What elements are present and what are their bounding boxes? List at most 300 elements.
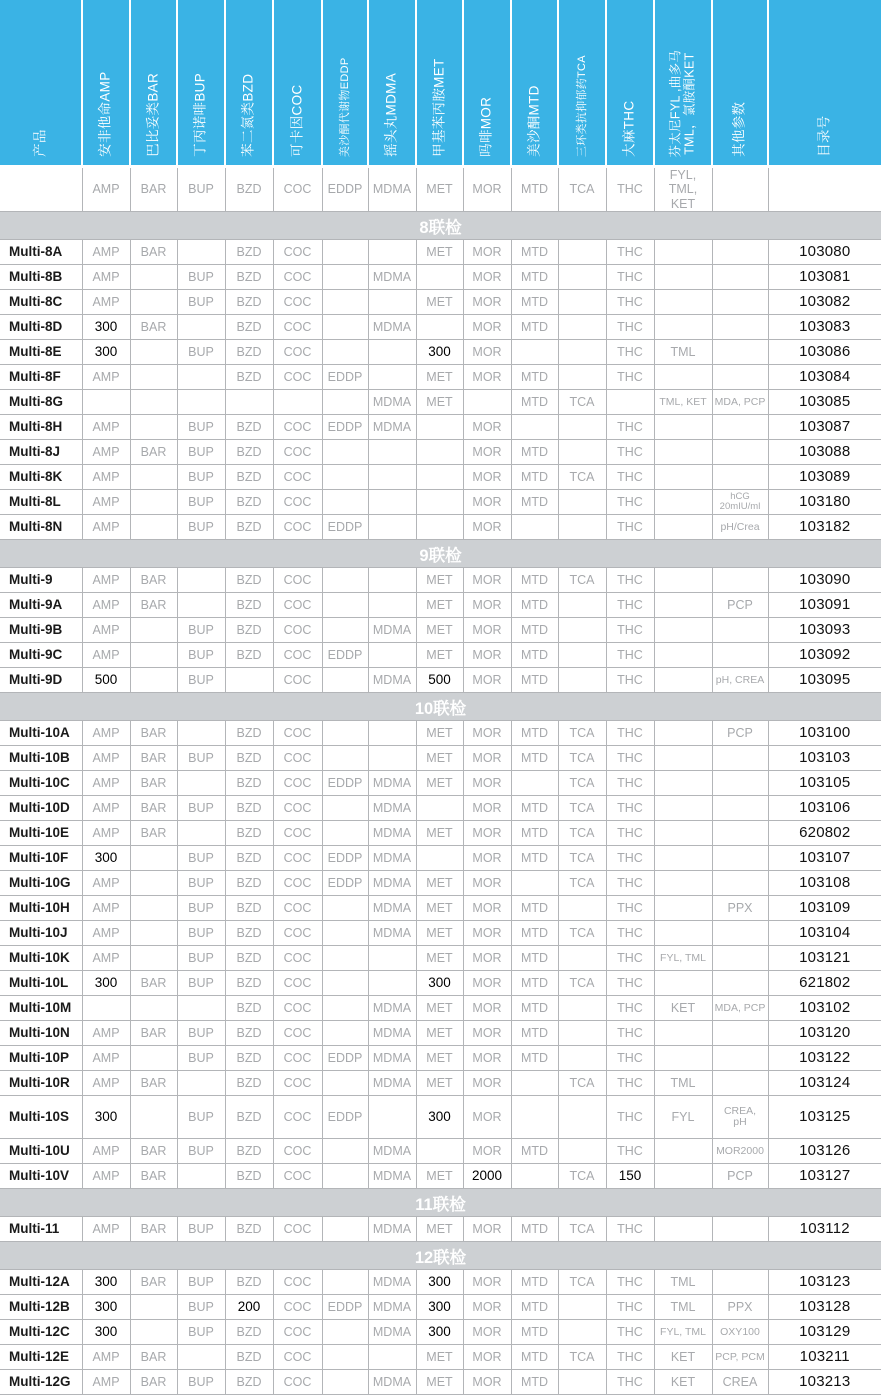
cell-AMP: 300 [82, 1295, 130, 1320]
cell-MDMA: MDMA [368, 1021, 416, 1046]
cell-EDDP [322, 721, 368, 746]
cell-other [712, 465, 768, 490]
product-name: Multi-10A [0, 721, 82, 746]
product-name: Multi-8J [0, 440, 82, 465]
cell-BZD: BZD [225, 1164, 273, 1189]
cell-BZD: BZD [225, 846, 273, 871]
cell-other [712, 340, 768, 365]
cell-MTD: MTD [511, 1295, 558, 1320]
cell-MDMA [368, 946, 416, 971]
cell-BUP: BUP [177, 1046, 225, 1071]
cell-other [712, 240, 768, 265]
cell-MDMA: MDMA [368, 415, 416, 440]
cell-MTD: MTD [511, 365, 558, 390]
cell-MOR: MOR [463, 265, 511, 290]
cell-TCA [558, 1096, 606, 1139]
catalog-number: 103082 [768, 290, 881, 315]
cell-EDDP [322, 971, 368, 996]
product-name: Multi-10G [0, 871, 82, 896]
cell-BUP: BUP [177, 1217, 225, 1242]
cell-EDDP [322, 568, 368, 593]
abbreviation-row [0, 167, 881, 212]
cell-THC: THC [606, 1370, 654, 1395]
cell-BUP: BUP [177, 265, 225, 290]
cell-MOR: MOR [463, 921, 511, 946]
product-name: Multi-10B [0, 746, 82, 771]
cell-MET: MET [416, 618, 463, 643]
abbr-BUP: BUP [177, 167, 225, 212]
table-row [0, 1370, 881, 1395]
cell-EDDP [322, 465, 368, 490]
cell-MDMA: MDMA [368, 618, 416, 643]
cell-BZD [225, 390, 273, 415]
cell-COC: COC [273, 846, 322, 871]
cell-FYL_TML_KET: KET [654, 996, 712, 1021]
cell-THC: THC [606, 440, 654, 465]
cell-MET: MET [416, 240, 463, 265]
cell-MET [416, 490, 463, 515]
cell-MDMA [368, 465, 416, 490]
cell-EDDP [322, 746, 368, 771]
cell-TCA [558, 593, 606, 618]
cell-BUP: BUP [177, 896, 225, 921]
cell-MOR: 2000 [463, 1164, 511, 1189]
cell-TCA [558, 996, 606, 1021]
table-row [0, 1320, 881, 1345]
cell-AMP: 500 [82, 668, 130, 693]
cell-MDMA [368, 1096, 416, 1139]
cell-MOR: MOR [463, 1021, 511, 1046]
product-name: Multi-8N [0, 515, 82, 540]
cell-EDDP [322, 1021, 368, 1046]
abbr-catalog [768, 167, 881, 212]
cell-MET: MET [416, 996, 463, 1021]
cell-other [712, 440, 768, 465]
cell-MDMA: MDMA [368, 771, 416, 796]
cell-MOR: MOR [463, 415, 511, 440]
cell-FYL_TML_KET: FYL, TML [654, 946, 712, 971]
cell-BUP: BUP [177, 1295, 225, 1320]
cell-EDDP [322, 1164, 368, 1189]
cell-BAR [130, 1295, 177, 1320]
cell-FYL_TML_KET: KET [654, 1370, 712, 1395]
cell-THC: THC [606, 365, 654, 390]
cell-THC: THC [606, 846, 654, 871]
abbr-product [0, 167, 82, 212]
catalog-number: 103107 [768, 846, 881, 871]
cell-AMP: AMP [82, 1217, 130, 1242]
cell-COC: COC [273, 1164, 322, 1189]
cell-BUP: BUP [177, 1139, 225, 1164]
cell-EDDP: EDDP [322, 1046, 368, 1071]
cell-BUP [177, 568, 225, 593]
cell-MTD [511, 1164, 558, 1189]
cell-MET: 300 [416, 1320, 463, 1345]
cell-MOR: MOR [463, 896, 511, 921]
cell-BUP: BUP [177, 643, 225, 668]
cell-TCA: TCA [558, 1270, 606, 1295]
cell-AMP: AMP [82, 1345, 130, 1370]
cell-FYL_TML_KET [654, 440, 712, 465]
cell-EDDP: EDDP [322, 515, 368, 540]
column-header-product [0, 0, 82, 167]
catalog-number: 103090 [768, 568, 881, 593]
cell-MOR: MOR [463, 846, 511, 871]
cell-MOR: MOR [463, 643, 511, 668]
cell-MOR: MOR [463, 618, 511, 643]
cell-FYL_TML_KET [654, 771, 712, 796]
cell-MOR: MOR [463, 946, 511, 971]
cell-MET: MET [416, 1345, 463, 1370]
cell-other: OXY100 [712, 1320, 768, 1345]
catalog-number: 103083 [768, 315, 881, 340]
catalog-number: 620802 [768, 821, 881, 846]
cell-MDMA: MDMA [368, 1295, 416, 1320]
cell-MTD: MTD [511, 593, 558, 618]
cell-BUP [177, 996, 225, 1021]
cell-BAR [130, 921, 177, 946]
catalog-number: 103213 [768, 1370, 881, 1395]
cell-FYL_TML_KET [654, 1217, 712, 1242]
cell-MDMA: MDMA [368, 996, 416, 1021]
cell-MOR: MOR [463, 240, 511, 265]
cell-MTD: MTD [511, 315, 558, 340]
cell-COC: COC [273, 746, 322, 771]
abbr-EDDP: EDDP [322, 167, 368, 212]
cell-EDDP: EDDP [322, 415, 368, 440]
catalog-number: 103122 [768, 1046, 881, 1071]
catalog-number: 103211 [768, 1345, 881, 1370]
section-title: 10联检 [0, 693, 881, 721]
cell-TCA [558, 490, 606, 515]
cell-BAR [130, 643, 177, 668]
cell-BUP: BUP [177, 1370, 225, 1395]
cell-EDDP [322, 821, 368, 846]
column-header-label: 丁丙诺啡BUP [192, 73, 208, 157]
cell-AMP: AMP [82, 721, 130, 746]
cell-other [712, 771, 768, 796]
cell-MDMA: MDMA [368, 796, 416, 821]
cell-COC: COC [273, 971, 322, 996]
cell-BAR: BAR [130, 1345, 177, 1370]
cell-BZD: BZD [225, 746, 273, 771]
cell-BUP: BUP [177, 618, 225, 643]
cell-FYL_TML_KET: TML, KET [654, 390, 712, 415]
cell-FYL_TML_KET [654, 1021, 712, 1046]
cell-MTD [511, 1096, 558, 1139]
table-row [0, 315, 881, 340]
cell-EDDP [322, 240, 368, 265]
cell-MOR: MOR [463, 746, 511, 771]
cell-EDDP [322, 796, 368, 821]
cell-TCA [558, 896, 606, 921]
cell-EDDP [322, 896, 368, 921]
table-row [0, 771, 881, 796]
table-row [0, 921, 881, 946]
product-name: Multi-9B [0, 618, 82, 643]
cell-MTD [511, 1071, 558, 1096]
cell-MET: 300 [416, 1096, 463, 1139]
cell-EDDP [322, 618, 368, 643]
cell-BZD: BZD [225, 415, 273, 440]
cell-BZD: BZD [225, 921, 273, 946]
column-header-label: 安非他命AMP [97, 71, 113, 157]
cell-TCA: TCA [558, 971, 606, 996]
cell-MTD [511, 515, 558, 540]
cell-BZD: BZD [225, 618, 273, 643]
cell-TCA [558, 340, 606, 365]
cell-other [712, 415, 768, 440]
cell-TCA [558, 415, 606, 440]
catalog-number: 103129 [768, 1320, 881, 1345]
abbr-FYL_TML_KET: FYL, TML, KET [654, 167, 712, 212]
section-band [0, 212, 881, 240]
column-header-label: 苯二氮类BZD [240, 73, 256, 157]
cell-COC: COC [273, 315, 322, 340]
table-row [0, 643, 881, 668]
table-row [0, 821, 881, 846]
cell-THC: THC [606, 643, 654, 668]
cell-other: PCP [712, 1164, 768, 1189]
cell-BZD: BZD [225, 1270, 273, 1295]
column-header-BAR [130, 0, 177, 167]
cell-MTD: MTD [511, 971, 558, 996]
cell-BZD: BZD [225, 440, 273, 465]
cell-other: PPX [712, 1295, 768, 1320]
abbr-BZD: BZD [225, 167, 273, 212]
cell-AMP: 300 [82, 846, 130, 871]
table-row [0, 871, 881, 896]
cell-BZD: BZD [225, 593, 273, 618]
cell-MET: MET [416, 390, 463, 415]
cell-AMP [82, 996, 130, 1021]
cell-BUP: BUP [177, 846, 225, 871]
cell-MET [416, 515, 463, 540]
cell-EDDP: EDDP [322, 1096, 368, 1139]
cell-TCA: TCA [558, 1345, 606, 1370]
product-name: Multi-10F [0, 846, 82, 871]
cell-MTD: MTD [511, 896, 558, 921]
cell-MTD: MTD [511, 821, 558, 846]
cell-MET: MET [416, 290, 463, 315]
abbr-THC: THC [606, 167, 654, 212]
cell-COC: COC [273, 821, 322, 846]
cell-THC: THC [606, 1217, 654, 1242]
cell-BZD: BZD [225, 1046, 273, 1071]
cell-BAR [130, 515, 177, 540]
cell-MDMA: MDMA [368, 1139, 416, 1164]
column-header-label: 目录号 [816, 115, 832, 157]
cell-THC: THC [606, 240, 654, 265]
cell-MET: 300 [416, 1270, 463, 1295]
column-header-label: 甲基苯丙胺MET [431, 58, 447, 157]
cell-MDMA: MDMA [368, 921, 416, 946]
cell-MTD: MTD [511, 1021, 558, 1046]
cell-FYL_TML_KET: KET [654, 1345, 712, 1370]
cell-MET: MET [416, 1370, 463, 1395]
catalog-number: 103081 [768, 265, 881, 290]
cell-BAR [130, 846, 177, 871]
cell-EDDP [322, 1320, 368, 1345]
cell-COC: COC [273, 1096, 322, 1139]
catalog-number: 103125 [768, 1096, 881, 1139]
cell-BZD: BZD [225, 1096, 273, 1139]
product-name: Multi-10H [0, 896, 82, 921]
table-row [0, 796, 881, 821]
cell-AMP: AMP [82, 771, 130, 796]
cell-MTD: MTD [511, 1046, 558, 1071]
product-name: Multi-10V [0, 1164, 82, 1189]
catalog-number: 103084 [768, 365, 881, 390]
cell-EDDP [322, 946, 368, 971]
cell-COC: COC [273, 643, 322, 668]
catalog-number: 103112 [768, 1217, 881, 1242]
cell-other [712, 643, 768, 668]
cell-THC: THC [606, 593, 654, 618]
cell-AMP: AMP [82, 415, 130, 440]
table-row [0, 1295, 881, 1320]
cell-BZD: BZD [225, 465, 273, 490]
cell-MET [416, 315, 463, 340]
cell-BAR: BAR [130, 971, 177, 996]
cell-MDMA [368, 1345, 416, 1370]
catalog-number: 103080 [768, 240, 881, 265]
cell-THC: THC [606, 896, 654, 921]
product-name: Multi-8E [0, 340, 82, 365]
cell-COC: COC [273, 1021, 322, 1046]
catalog-number: 103095 [768, 668, 881, 693]
cell-FYL_TML_KET [654, 240, 712, 265]
cell-TCA: TCA [558, 568, 606, 593]
table-row [0, 1046, 881, 1071]
cell-MET: 500 [416, 668, 463, 693]
cell-BAR [130, 265, 177, 290]
cell-EDDP: EDDP [322, 365, 368, 390]
catalog-number: 103092 [768, 643, 881, 668]
cell-BAR: BAR [130, 593, 177, 618]
cell-THC: THC [606, 721, 654, 746]
cell-MTD: MTD [511, 846, 558, 871]
cell-other [712, 846, 768, 871]
cell-FYL_TML_KET [654, 668, 712, 693]
cell-MTD: MTD [511, 290, 558, 315]
cell-COC: COC [273, 871, 322, 896]
cell-MOR: MOR [463, 1270, 511, 1295]
cell-MDMA: MDMA [368, 1046, 416, 1071]
cell-AMP: 300 [82, 315, 130, 340]
cell-AMP: 300 [82, 1270, 130, 1295]
cell-MOR: MOR [463, 290, 511, 315]
table-row [0, 971, 881, 996]
cell-BUP [177, 390, 225, 415]
cell-COC: COC [273, 1320, 322, 1345]
cell-MDMA: MDMA [368, 871, 416, 896]
cell-TCA: TCA [558, 746, 606, 771]
cell-BZD: BZD [225, 1320, 273, 1345]
catalog-number: 103180 [768, 490, 881, 515]
cell-other [712, 946, 768, 971]
cell-MOR: MOR [463, 490, 511, 515]
cell-FYL_TML_KET [654, 896, 712, 921]
cell-MOR: MOR [463, 515, 511, 540]
cell-TCA [558, 265, 606, 290]
cell-THC: THC [606, 465, 654, 490]
product-name: Multi-12G [0, 1370, 82, 1395]
catalog-number: 103100 [768, 721, 881, 746]
column-header-COC [273, 0, 322, 167]
cell-MDMA [368, 240, 416, 265]
cell-THC: THC [606, 340, 654, 365]
table-row [0, 721, 881, 746]
table-row [0, 365, 881, 390]
cell-MTD: MTD [511, 1217, 558, 1242]
cell-AMP: AMP [82, 515, 130, 540]
cell-AMP: AMP [82, 490, 130, 515]
cell-MOR: MOR [463, 1096, 511, 1139]
cell-other [712, 746, 768, 771]
cell-MOR: MOR [463, 1320, 511, 1345]
cell-TCA [558, 618, 606, 643]
cell-EDDP [322, 1217, 368, 1242]
cell-MTD: MTD [511, 1320, 558, 1345]
cell-MET: MET [416, 871, 463, 896]
cell-MDMA: MDMA [368, 1370, 416, 1395]
cell-FYL_TML_KET [654, 265, 712, 290]
cell-BZD: BZD [225, 1021, 273, 1046]
cell-TCA [558, 946, 606, 971]
cell-BUP [177, 821, 225, 846]
catalog-number: 103109 [768, 896, 881, 921]
cell-TCA [558, 365, 606, 390]
cell-other [712, 265, 768, 290]
cell-BAR [130, 871, 177, 896]
table-row [0, 515, 881, 540]
cell-FYL_TML_KET [654, 643, 712, 668]
column-header-label: 美沙酮代谢物EDDP [338, 57, 351, 157]
cell-MTD: MTD [511, 1345, 558, 1370]
cell-MET: MET [416, 643, 463, 668]
cell-other: PCP, PCM [712, 1345, 768, 1370]
cell-other: CREA [712, 1370, 768, 1395]
cell-TCA [558, 1370, 606, 1395]
cell-EDDP [322, 440, 368, 465]
cell-THC: THC [606, 568, 654, 593]
cell-FYL_TML_KET [654, 796, 712, 821]
cell-MTD: MTD [511, 568, 558, 593]
product-name: Multi-12A [0, 1270, 82, 1295]
table-row [0, 1139, 881, 1164]
cell-other [712, 796, 768, 821]
cell-other [712, 1021, 768, 1046]
cell-AMP: 300 [82, 1096, 130, 1139]
cell-MDMA [368, 340, 416, 365]
cell-FYL_TML_KET [654, 1139, 712, 1164]
cell-BUP: BUP [177, 1021, 225, 1046]
cell-COC: COC [273, 340, 322, 365]
cell-THC: THC [606, 1270, 654, 1295]
product-name: Multi-10M [0, 996, 82, 1021]
cell-FYL_TML_KET [654, 871, 712, 896]
cell-AMP: AMP [82, 365, 130, 390]
cell-MET: MET [416, 896, 463, 921]
cell-AMP: AMP [82, 921, 130, 946]
cell-MOR: MOR [463, 871, 511, 896]
cell-THC: THC [606, 1071, 654, 1096]
cell-MOR: MOR [463, 668, 511, 693]
section-band [0, 1189, 881, 1217]
cell-FYL_TML_KET [654, 315, 712, 340]
catalog-number: 103124 [768, 1071, 881, 1096]
